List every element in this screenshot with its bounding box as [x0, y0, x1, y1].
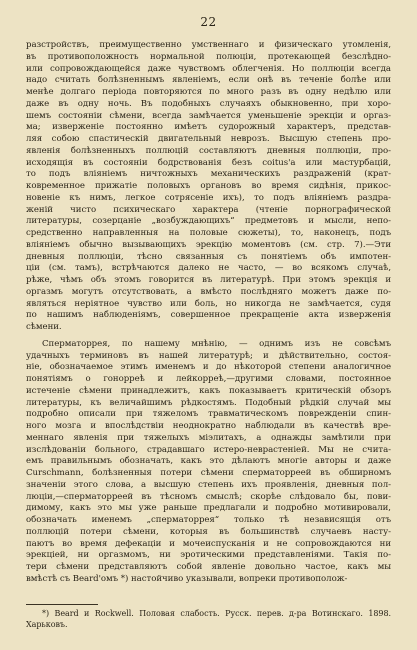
text-line: обозначать именемъ „сперматоррея“ только тѣ независящія отъ — [26, 515, 391, 525]
text-line: *) Beard и Rockwell. Половая слабость. Русск. перев. д-ра Вотинскаго. 1898. — [42, 609, 391, 618]
text-line: въ противоположность нормальной полюціи, протекающей безслѣдно- — [26, 51, 391, 62]
paragraph-1 — [26, 40, 391, 334]
text-line: значеніи этого слова, а высшую степень ихъ проявленія, дневныя пол- — [26, 479, 391, 490]
text-line: шемъ состояніи сѣмени, всегда замѣчается уменьшеніе эрекціи и оргаз- — [26, 110, 391, 121]
text-line: поллюцій потери сѣмени, которыя въ большинствѣ случаевъ насту- — [26, 526, 391, 537]
text-line: емъ правильнымъ обозначать, какъ это дѣлаютъ многіе авторы и даже — [26, 456, 391, 467]
text-line: литературы, созерцаніе „возбуждающихъ“ предметовъ и мысли, непо- — [26, 216, 391, 227]
text-line: менѣе долгаго періода повторяются по много разъ въ одну недѣлю или — [26, 87, 391, 97]
text-line: рѣже, чѣмъ объ этомъ говорится въ литературѣ. При этомъ эрекція и — [26, 275, 391, 285]
text-line: то подъ вліяніемъ ничтожныхъ механическихъ раздраженій (крат- — [26, 169, 391, 180]
text-line: средственно направленныя на половые сюжеты), то, наконецъ, подъ — [26, 228, 391, 238]
footnote-divider — [26, 604, 98, 605]
text-line: новеніе къ нимъ, легкое сотрясеніе ихъ), то подъ вліяніемъ раздра- — [26, 192, 391, 203]
text-line: люціи,—сперматорреей въ тѣсномъ смыслѣ; скорѣе слѣдовало бы, пови- — [26, 491, 391, 502]
text-line: подробно описали при тяжеломъ травматическомъ поврежденіи спин- — [26, 409, 391, 420]
text-line: эрекціей, ни оргазмомъ, ни эротическими представленіями. Такія по- — [26, 550, 391, 561]
text-line: дневныя поллюціи, тѣсно связанныя съ понятіемъ объ импотен- — [26, 251, 391, 262]
text-line: женій чисто психическаго характера (чтеніе порнографической — [26, 204, 391, 215]
text-line: ковременное прижатіе половыхъ органовъ во время сидѣнія, прикос- — [26, 181, 391, 191]
body-text — [26, 40, 391, 586]
text-line: димому, какъ это мы уже раньше предлагали и подробно мотивировали, — [26, 503, 391, 514]
text-line: истеченіе сѣмени принадлежитъ, какъ показываетъ критическій обзоръ — [26, 385, 391, 396]
text-line: меннаго явленія при тяжелыхъ міэлитахъ, а однажды замѣтили при — [26, 432, 391, 443]
text-line: или сопровождающейся даже чувствомъ облегченія. Но поллюціи всегда — [26, 63, 391, 74]
text-line: по нашимъ наблюденіямъ, совершенное прекращеніе акта изверженія — [26, 310, 391, 321]
text-line: надо считать болѣзненнымъ явленіемъ, если онѣ въ теченіе болѣе или — [26, 75, 391, 86]
page-number: 22 — [200, 15, 217, 29]
text-line: даже въ одну ночь. Въ подобныхъ случаяхъ обыкновенно, при хоро- — [26, 98, 391, 109]
text-line: ніе, обозначаемое этимъ именемъ и до нѣкоторой степени аналогичное — [26, 362, 391, 373]
footnote — [26, 608, 391, 630]
text-line: вмѣстѣ съ Beard'омъ *) настойчиво указывали, вопреки противополож- — [26, 573, 348, 584]
text-line: понятіямъ о гонорреѣ и лейкорреѣ,—другими словами, постоянное — [26, 374, 391, 384]
text-line: вліяніемъ обычно вызывающихъ эрекцію моментовъ (см. стр. 7).—Эти — [26, 239, 391, 250]
text-line: тери сѣмени представляютъ собой явленіе довольно частое, какъ мы — [26, 562, 391, 572]
text-line: ного мозга и впослѣдствіи неоднократно наблюдали въ качествѣ вре- — [26, 421, 391, 431]
text-line: удачныхъ терминовъ въ нашей литературѣ; и дѣйствительно, состоя- — [26, 350, 391, 361]
text-line: изслѣдованіи больного, страдавшаго истеро-неврастеніей. Мы не счита- — [26, 444, 391, 455]
text-line: Харьковъ. — [26, 620, 68, 629]
text-line: являться неріятное чувство или боль, но никогда не замѣчается, судя — [26, 298, 391, 309]
text-line: исходящія въ состояніи бодрствованія безъ coitus'а или мастурбацій, — [26, 157, 391, 168]
text-line: Curschmann, болѣзненныя потери сѣмени сперматорреей въ обширномъ — [26, 468, 391, 478]
text-line: Сперматоррея, по нашему мнѣнію, — однимъ изъ не совсѣмъ — [42, 338, 391, 349]
text-line: сѣмени. — [26, 322, 62, 332]
text-line: литературы, къ величайшимъ рѣдкостямъ. Подобный рѣдкій случай мы — [26, 397, 391, 408]
text-line: разстройствъ, преимущественно умственнаго и физическаго утомленія, — [26, 40, 391, 50]
text-line: паютъ во время дефекаціи и мочеиспусканія и не сопровождаются ни — [26, 538, 391, 549]
text-line: ма; изверженіе постоянно имѣетъ судорожный характеръ, представ- — [26, 122, 391, 133]
paragraph-2 — [26, 339, 391, 586]
text-line: явленія болѣзненныхъ поллюцій составляютъ дневныя поллюціи, про- — [26, 145, 391, 156]
text-line: ціи (см. тамъ), встрѣчаются далеко не часто, — во всякомъ случаѣ, — [26, 263, 391, 274]
text-line: оргазмъ могутъ отсутствовать, а вмѣсто послѣдняго можетъ даже по- — [26, 286, 391, 297]
text-line: ляя собою спастическій двигательный неврозъ. Высшую степень про- — [26, 134, 391, 144]
